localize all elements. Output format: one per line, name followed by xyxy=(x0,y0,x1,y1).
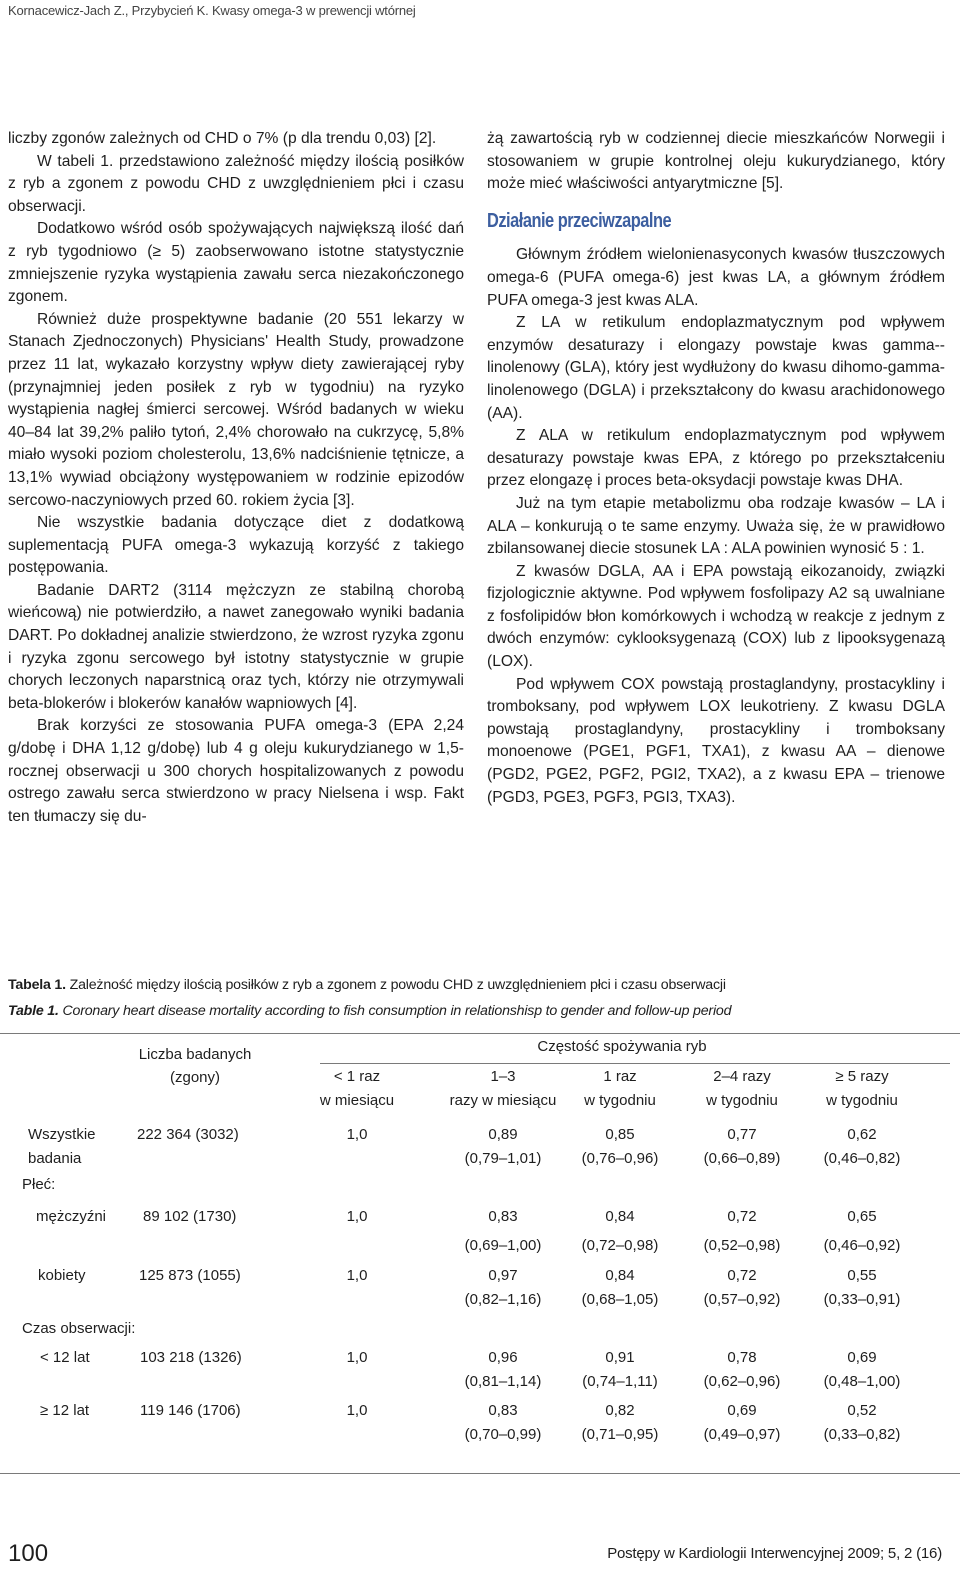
cell-ci: (0,57–0,92) xyxy=(703,1291,781,1308)
cell-value: 0,85 xyxy=(605,1126,635,1143)
frequency-col-header: w tygodniu xyxy=(826,1092,898,1109)
cell-ci: (0,46–0,92) xyxy=(823,1237,901,1254)
cell-value: 1,0 xyxy=(346,1267,368,1284)
running-title: Kornacewicz-Jach Z., Przybycień K. Kwasy omega-3 w prewencji wtórnej xyxy=(8,3,416,18)
cell-ci: (0,76–0,96) xyxy=(581,1150,659,1167)
cell-value: 0,84 xyxy=(605,1208,635,1225)
cell-ci: (0,71–0,95) xyxy=(581,1426,659,1443)
cell-participants: 222 364 (3032) xyxy=(137,1126,239,1143)
cell-value: 1,0 xyxy=(346,1402,368,1419)
cell-ci: (0,72–0,98) xyxy=(581,1237,659,1254)
paragraph: Już na tym etapie metabolizmu oba rodzaje kwasów – LA i ALA – konkurują o te same enzymy. Uważa się, że w prawidłowo zbilansowanej diecie stosunek LA : ALA powinien wynosić 5 : 1. xyxy=(487,494,945,558)
cell-ci: (0,46–0,82) xyxy=(823,1150,901,1167)
cell-value: 0,89 xyxy=(488,1126,518,1143)
cell-value: 0,84 xyxy=(605,1267,635,1284)
cell-value: 0,83 xyxy=(488,1208,518,1225)
frequency-col-header: w tygodniu xyxy=(706,1092,778,1109)
table-title-pl: Zależność między ilością posiłków z ryb a zgonem z powodu CHD z uwzględnieniem płci i czasu obserwacji xyxy=(69,977,726,993)
cell-participants: 103 218 (1326) xyxy=(140,1349,242,1366)
paragraph: Z LA w retikulum endoplazmatycznym pod wpływem enzymów desaturazy i elongazy powstaje kwas gamma--linolenowy (GLA), który jest wydłużony do kwasu dihomo-gamma-linolenowego (DGLA) i przekształcony do kwasu arachidonowego (AA). xyxy=(487,314,945,422)
journal-name: Postępy w Kardiologii Interwencyjnej xyxy=(607,1545,844,1562)
cell-value: 0,62 xyxy=(847,1126,877,1143)
cell-ci: (0,52–0,98) xyxy=(703,1237,781,1254)
frequency-col-header: < 1 raz xyxy=(333,1068,381,1085)
cell-ci: (0,62–0,96) xyxy=(703,1373,781,1390)
cell-ci: (0,68–1,05) xyxy=(581,1291,659,1308)
table-label-pl: Tabela 1. xyxy=(8,977,66,993)
cell-value: 0,82 xyxy=(605,1402,635,1419)
page-number: 100 xyxy=(8,1540,49,1567)
header-frequency: Częstość spożywania ryb xyxy=(537,1038,707,1055)
cell-value: 1,0 xyxy=(346,1349,368,1366)
row-label: badania xyxy=(28,1150,82,1167)
table-bottom-rule xyxy=(0,1473,960,1474)
paragraph: Z ALA w retikulum endoplazmatycznym pod wpływem desaturazy powstaje kwas EPA, z którego po przekształceniu przez elongazę i proces beta-oksydacji powstaje kwas DHA. xyxy=(487,427,945,490)
journal-issue: 2009; 5, 2 (16) xyxy=(847,1545,942,1562)
frequency-header-rule xyxy=(320,1063,950,1064)
cell-ci: (0,49–0,97) xyxy=(703,1426,781,1443)
cell-ci: (0,70–0,99) xyxy=(464,1426,542,1443)
cell-value: 0,69 xyxy=(727,1402,757,1419)
cell-value: 0,55 xyxy=(847,1267,877,1284)
row-label: < 12 lat xyxy=(40,1349,90,1366)
cell-value: 0,65 xyxy=(847,1208,877,1225)
cell-ci: (0,66–0,89) xyxy=(703,1150,781,1167)
cell-participants: 119 146 (1706) xyxy=(140,1402,241,1419)
paragraph: Badanie DART2 (3114 mężczyzn ze stabilną chorobą wieńcową) nie potwierdziło, a nawet zanegowało wyniki badania DART. Po dokładnej analizie stwierdzono, że wzrost ryzyka zgonu i ryzyka zgonu sercowego był istotny statystycznie w grupie chorych leczonych naparstnicą oraz tych, którzy nie otrzymywali beta-blokerów i blokerów kanałów wapniowych [4]. xyxy=(8,581,464,712)
section-title: Działanie przeciwzapalne xyxy=(487,209,672,232)
cell-ci: (0,33–0,82) xyxy=(823,1426,901,1443)
cell-value: 0,83 xyxy=(488,1402,518,1419)
frequency-col-header: 1 raz xyxy=(603,1068,637,1085)
group-followup: Czas obserwacji: xyxy=(22,1320,136,1337)
group-sex: Płeć: xyxy=(22,1176,56,1193)
cell-ci: (0,48–1,00) xyxy=(823,1373,901,1390)
paragraph: Głównym źródłem wielonienasyconych kwasów tłuszczowych omega-6 (PUFA omega-6) jest kwas LA, a głównym źródłem PUFA omega-3 jest kwas ALA. xyxy=(487,246,945,309)
row-label: mężczyźni xyxy=(36,1208,107,1225)
cell-value: 1,0 xyxy=(346,1126,368,1143)
header-deaths-line2: (zgony) xyxy=(169,1069,221,1086)
paragraph: Również duże prospektywne badanie (20 551 lekarzy w Stanach Zjednoczonych) Physicians' Health Study, prowadzone przez 11 lat, wykazało korzystny wpływ diety zawierającej ryby (przynajmniej jeden posiłek z ryb w tygodniu) na ryzyko wystąpienia nagłej śmierci sercowej. Wśród badanych w wieku 40–84 lat 39,2% paliło tytoń, 2,4% chorowało na cukrzycę, 5,8% miało wysoki poziom cholesterolu, 13,6% nadciśnienie tętnicze, a 13,1% wywiad obciążony występowaniem w rodzinie epizodów sercowo-naczyniowych przed 60. rokiem życia [3]. xyxy=(8,310,464,509)
cell-value: 0,97 xyxy=(488,1267,518,1284)
paragraph: Brak korzyści ze stosowania PUFA omega-3 (EPA 2,24 g/dobę i DHA 1,12 g/dobę) lub 4 g oleju kukurydzianego w 1,5-rocznej obserwacji u 300 chorych hospitalizowanych z powodu ostrego zawału serca stwierdzono w pracy Nielsena i wsp. Fakt ten tłumaczy się du- xyxy=(8,717,464,825)
cell-value: 0,52 xyxy=(847,1402,877,1419)
cell-ci: (0,74–1,11) xyxy=(582,1373,658,1390)
frequency-col-header: ≥ 5 razy xyxy=(835,1068,889,1085)
cell-value: 1,0 xyxy=(346,1208,368,1225)
row-label: kobiety xyxy=(38,1267,86,1284)
row-label: ≥ 12 lat xyxy=(40,1402,90,1419)
header-deaths-line1: Liczba badanych xyxy=(138,1046,252,1063)
cell-value: 0,72 xyxy=(727,1208,757,1225)
cell-value: 0,78 xyxy=(727,1349,757,1366)
cell-participants: 89 102 (1730) xyxy=(143,1208,237,1225)
cell-value: 0,96 xyxy=(488,1349,518,1366)
cell-value: 0,69 xyxy=(847,1349,877,1366)
paragraph: żą zawartością ryb w codziennej diecie mieszkańców Norwegii i stosowaniem w grupie kontrolnej oleju kukurydzianego, który może mieć właściwości antyarytmiczne [5]. xyxy=(487,130,945,193)
paragraph: Dodatkowo wśród osób spożywających największą ilość dań z ryb tygodniowo (≥ 5) zaobserwowano istotne statystycznie zmniejszenie ryzyka wystąpienia zawału serca niezakończonego zgonem. xyxy=(8,220,464,306)
row-label: Wszystkie xyxy=(28,1126,96,1143)
cell-value: 0,72 xyxy=(727,1267,757,1284)
paragraph: liczby zgonów zależnych od CHD o 7% (p dla trendu 0,03) [2]. xyxy=(8,130,437,147)
cell-ci: (0,33–0,91) xyxy=(823,1291,901,1308)
cell-ci: (0,79–1,01) xyxy=(464,1150,542,1167)
left-column xyxy=(8,128,464,828)
frequency-col-header: w tygodniu xyxy=(584,1092,656,1109)
paragraph: Z kwasów DGLA, AA i EPA powstają eikozanoidy, związki fizjologicznie aktywne. Pod wpływem fosfolipazy A2 są uwalniane z fosfolipidów błon komórkowych i wchodzą w reakcje z jednym z dwóch enzymów: cyklooksygenazą (COX) lub z lipooksygenazą (LOX). xyxy=(487,562,945,671)
frequency-col-header: 2–4 razy xyxy=(713,1068,771,1085)
cell-participants: 125 873 (1055) xyxy=(139,1267,241,1284)
table-label-en: Table 1. xyxy=(8,1003,59,1019)
table-title-en: Coronary heart disease mortality according to fish consumption in relationshisp to gender and follow-up period xyxy=(62,1003,732,1019)
cell-ci: (0,81–1,14) xyxy=(464,1373,542,1390)
paragraph: W tabeli 1. przedstawiono zależność między ilością posiłków z ryb a zgonem z powodu CHD z uwzględnieniem płci i czasu obserwacji. xyxy=(8,152,464,215)
paragraph: Nie wszystkie badania dotyczące diet z dodatkową suplementacją PUFA omega-3 wykazują korzyść z takiego postępowania. xyxy=(8,514,464,577)
table-top-rule xyxy=(0,1033,960,1034)
right-column xyxy=(487,128,945,809)
cell-value: 0,77 xyxy=(727,1126,757,1143)
table-caption-pl xyxy=(8,977,948,993)
frequency-col-header: razy w miesiącu xyxy=(449,1092,557,1109)
cell-ci: (0,82–1,16) xyxy=(464,1291,542,1308)
journal-footer xyxy=(607,1545,942,1562)
table-caption-en xyxy=(8,1003,948,1019)
frequency-col-header: w miesiącu xyxy=(319,1092,395,1109)
cell-value: 0,91 xyxy=(605,1349,635,1366)
cell-ci: (0,69–1,00) xyxy=(464,1237,542,1254)
frequency-col-header: 1–3 xyxy=(490,1068,516,1085)
paragraph: Pod wpływem COX powstają prostaglandyny, prostacykliny i tromboksany, pod wpływem LOX leukotrieny. Z kwasu DGLA powstają prostaglandyny, prostacykliny i tromboksany monoenowe (PGE1, PGF1, TXA1), z kwasu AA – dienowe (PGD2, PGE2, PGF2, PGI2, TXA2), a z kwasu EPA – trienowe (PGD3, PGE3, PGF3, PGI3, TXA3). xyxy=(487,675,945,806)
